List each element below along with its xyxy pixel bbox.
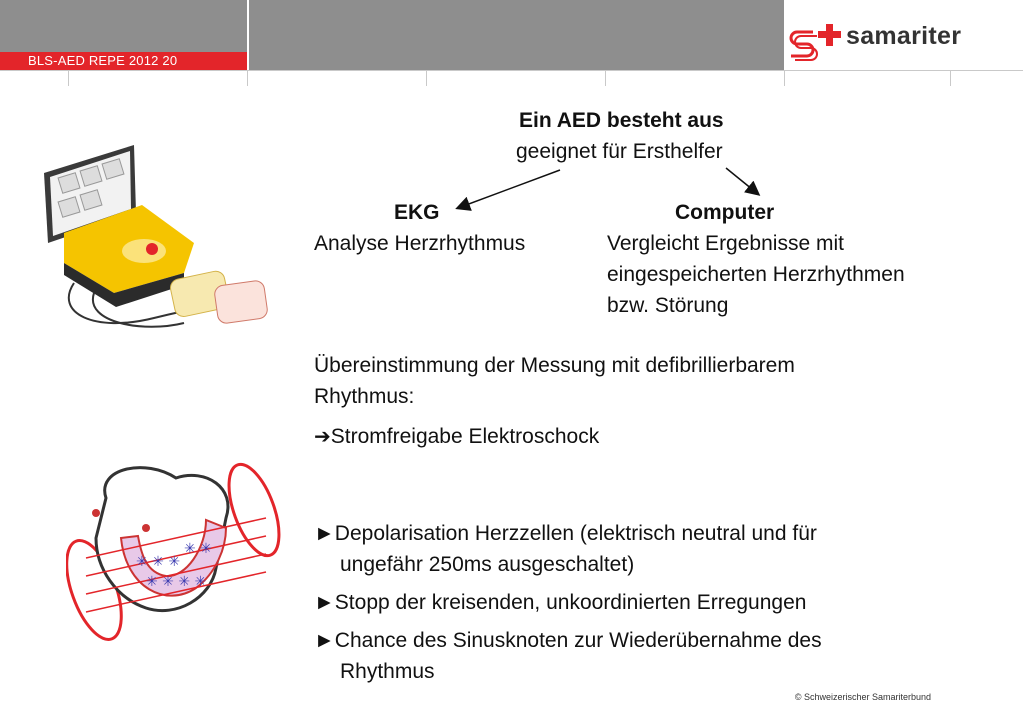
bullet-triangle-icon: ► (314, 591, 335, 614)
ruler-tick (605, 70, 606, 86)
bullet-text: Chance des Sinusknoten zur Wiederübernahme des (334, 629, 822, 652)
heart-depolarisation-image (66, 458, 284, 644)
header-divider (0, 70, 1023, 71)
bullet-text-continuation: Rhythmus (340, 660, 435, 683)
bullet-item (314, 590, 806, 616)
ekg-heading: EKG (394, 201, 440, 224)
shock-release-text: Stromfreigabe Elektroschock (330, 425, 600, 448)
bullet-triangle-icon: ► (314, 629, 335, 652)
arrow-to-ekg-icon (458, 170, 560, 208)
bullet-text-continuation: ungefähr 250ms ausgeschaltet) (340, 553, 635, 576)
bullet-item (314, 521, 817, 547)
computer-heading: Computer (675, 201, 775, 224)
arrow-right-icon: ➔ (314, 424, 331, 448)
svg-text:✳ ✳: ✳ ✳ (184, 541, 212, 557)
header-bar-middle (249, 0, 784, 70)
bullet-item (314, 628, 822, 654)
presentation-tab-label: BLS-AED REPE 2012 20 (0, 52, 247, 70)
copyright-footer: © Schweizerischer Samariterbund (794, 692, 931, 702)
header-bar-left (0, 0, 247, 52)
svg-text:✳ ✳ ✳: ✳ ✳ ✳ (136, 554, 181, 570)
match-text-line: Rhythmus: (314, 385, 415, 408)
computer-description-line: bzw. Störung (607, 294, 729, 317)
bullet-triangle-icon: ► (314, 522, 335, 545)
ekg-description: Analyse Herzrhythmus (314, 232, 526, 255)
samariter-cross-logo-icon (788, 18, 846, 68)
ruler-tick (426, 70, 427, 86)
computer-description-line: eingespeicherten Herzrhythmen (607, 263, 905, 286)
slide-title: Ein AED besteht aus (519, 109, 724, 132)
aed-device-image (34, 133, 284, 343)
bullet-text: Depolarisation Herzzellen (elektrisch neutral und für (334, 522, 817, 545)
computer-description-line: Vergleicht Ergebnisse mit (607, 232, 844, 255)
bullet-text: Stopp der kreisenden, unkoordinierten Erregungen (334, 591, 807, 614)
logo-text: samariter (846, 22, 962, 50)
arrow-to-computer-icon (726, 168, 758, 194)
svg-text:✳ ✳ ✳ ✳: ✳ ✳ ✳ ✳ (146, 574, 207, 590)
ruler-tick (950, 70, 951, 86)
shock-release-line (314, 423, 599, 450)
match-text-line: Übereinstimmung der Messung mit defibrillierbarem (314, 354, 795, 377)
ruler-tick (247, 70, 248, 86)
ruler-tick (68, 70, 69, 86)
ruler-tick (784, 70, 785, 86)
slide-subtitle: geeignet für Ersthelfer (516, 140, 723, 163)
samariter-logo (788, 18, 988, 68)
